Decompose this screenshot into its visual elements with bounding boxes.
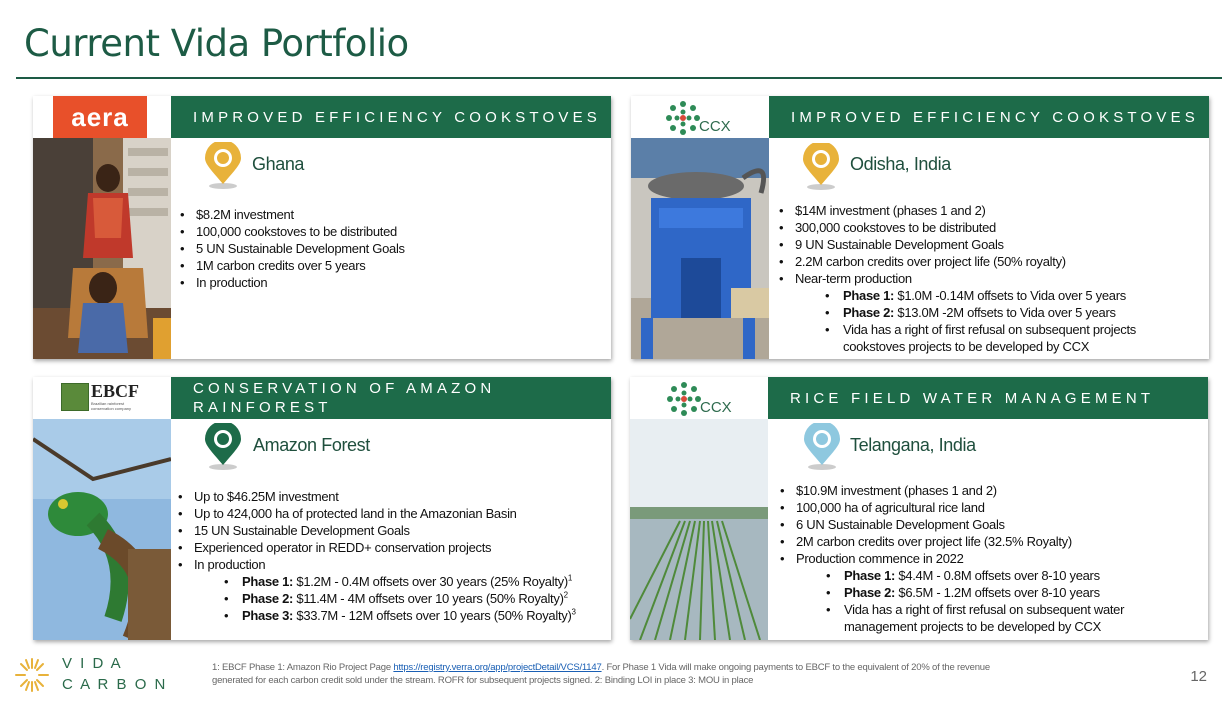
card-band-title: RICE FIELD WATER MANAGEMENT: [768, 377, 1208, 419]
rofr-text: Vida has a right of first refusal on subsequent water: [844, 602, 1125, 617]
location-label: Ghana: [252, 154, 305, 174]
phase-label: Phase 2:: [844, 585, 896, 600]
location-pin-icon: [802, 423, 842, 471]
bullet-item: • 2M carbon credits over project life (32.5% Royalty): [778, 533, 1124, 550]
location-pin-icon: [203, 142, 243, 190]
bullet-item: • 9 UN Sustainable Development Goals: [777, 236, 1136, 253]
location-pin-icon: [203, 423, 243, 471]
phase-text: $33.7M - 12M offsets over 10 years (50% Royalty): [293, 608, 572, 623]
sub-bullet-item: [778, 567, 1124, 584]
bullet-list: [777, 202, 1136, 355]
tree-icon: [61, 383, 89, 411]
cookstove-photo: [631, 138, 769, 359]
brand-line-2: C A R B O N: [62, 676, 168, 693]
bullet-item: • $8.2M investment: [178, 206, 405, 223]
bullet-list: [778, 482, 1124, 635]
bullet-item: • Up to $46.25M investment: [176, 488, 576, 505]
phase-text: $11.4M - 4M offsets over 10 years (50% Royalty): [293, 591, 564, 606]
footnote: [212, 661, 1112, 687]
bullet-list: [178, 206, 405, 291]
footnote-ref: 1: [567, 573, 573, 583]
card-band-title: IMPROVED EFFICIENCY COOKSTOVES: [769, 96, 1209, 138]
ebcf-logo: [33, 377, 171, 419]
footnote-ref: 3: [571, 607, 576, 617]
bullet-list: [176, 488, 576, 624]
ccx-logo-text: CCX: [700, 399, 732, 416]
verra-project-link[interactable]: https://registry.verra.org/app/projectDetail/VCS/1147: [393, 662, 602, 673]
bullet-item: • Production commence in 2022: [778, 550, 1124, 567]
location-label: Odisha, India: [850, 154, 951, 174]
card-aera-ghana: [33, 96, 611, 359]
ccx-logo: [631, 96, 769, 138]
bullet-item: • 6 UN Sustainable Development Goals: [778, 516, 1124, 533]
sub-bullet-item: [777, 304, 1136, 321]
location-label: Telangana, India: [850, 435, 976, 455]
footnote-text: . For Phase 1 Vida will make ongoing payments to EBCF to the equivalent of 20% of the revenue: [601, 662, 990, 673]
sub-bullet-item: [777, 287, 1136, 304]
ccx-flower-icon: [663, 98, 703, 138]
page-number: 12: [1190, 668, 1207, 685]
ccx-logo: [630, 377, 768, 419]
bullet-item: • In production: [178, 274, 405, 291]
card-band-title: [171, 377, 611, 419]
bullet-item: • 100,000 cookstoves to be distributed: [178, 223, 405, 240]
phase-label: Phase 2:: [843, 305, 895, 320]
ccx-logo-text: CCX: [699, 118, 731, 135]
page-title: Current Vida Portfolio: [24, 22, 409, 65]
parrot-photo: [33, 419, 171, 640]
bullet-item: • 300,000 cookstoves to be distributed: [777, 219, 1136, 236]
phase-text: $4.4M - 0.8M offsets over 8-10 years: [895, 568, 1100, 583]
sun-burst-icon: [12, 655, 52, 695]
ebcf-logo-text: EBCF: [91, 381, 140, 401]
location-pin-icon: [801, 143, 841, 191]
phase-label: Phase 3:: [242, 608, 294, 623]
sub-bullet-item: [778, 601, 1124, 618]
phase-text: $1.0M -0.14M offsets to Vida over 5 years: [894, 288, 1126, 303]
phase-label: Phase 1:: [844, 568, 896, 583]
phase-label: Phase 2:: [242, 591, 294, 606]
footnote-ref: 2: [563, 590, 568, 600]
bullet-item: • In production: [176, 556, 576, 573]
sub-bullet-item: [176, 607, 576, 624]
sub-bullet-item: [176, 573, 576, 590]
bullet-item: • Up to 424,000 ha of protected land in the Amazonian Basin: [176, 505, 576, 522]
card-ccx-odisha: [631, 96, 1209, 359]
bullet-item: • 5 UN Sustainable Development Goals: [178, 240, 405, 257]
bullet-item: • 15 UN Sustainable Development Goals: [176, 522, 576, 539]
aera-logo: [33, 96, 171, 138]
footnote-text: 1: EBCF Phase 1: Amazon Rio Project Page: [212, 662, 394, 673]
phase-text: $6.5M - 1.2M offsets over 8-10 years: [895, 585, 1100, 600]
bullet-item: • Near-term production: [777, 270, 1136, 287]
phase-text: $1.2M - 0.4M offsets over 30 years (25% Royalty): [293, 574, 568, 589]
ccx-flower-icon: [664, 379, 704, 419]
sub-bullet-continuation: [778, 618, 1124, 635]
card-ebcf-amazon: [33, 377, 611, 640]
band-line-1: CONSERVATION OF AMAZON: [193, 380, 496, 397]
sub-bullet-continuation: [777, 338, 1136, 355]
rofr-text: Vida has a right of first refusal on subsequent projects: [843, 322, 1136, 337]
card-band-title: IMPROVED EFFICIENCY COOKSTOVES: [171, 96, 611, 138]
footnote-text-line-2: generated for each carbon credit sold under the stream. ROFR for subsequent projects signed. 2: Binding LOI in place 3: MOU in place: [212, 675, 754, 686]
band-line-2: RAINFOREST: [193, 399, 332, 416]
sub-bullet-item: [176, 590, 576, 607]
bullet-item: • Experienced operator in REDD+ conservation projects: [176, 539, 576, 556]
sub-bullet-item: [778, 584, 1124, 601]
phase-label: Phase 1:: [242, 574, 294, 589]
location-label: Amazon Forest: [253, 435, 370, 455]
phase-text: $13.0M -2M offsets to Vida over 5 years: [894, 305, 1116, 320]
bullet-item: • $14M investment (phases 1 and 2): [777, 202, 1136, 219]
bullet-item: • $10.9M investment (phases 1 and 2): [778, 482, 1124, 499]
card-ccx-telangana: [630, 377, 1208, 640]
bullet-item: • 2.2M carbon credits over project life (50% royalty): [777, 253, 1136, 270]
brand-line-1: V I D A: [62, 655, 123, 672]
aera-logo-text: aera: [53, 96, 147, 138]
title-divider: [16, 77, 1222, 79]
bullet-item: • 100,000 ha of agricultural rice land: [778, 499, 1124, 516]
cookstove-woman-photo: [33, 138, 171, 359]
ebcf-logo-subtext: Brazilian rainforest conservation company: [91, 401, 132, 411]
sub-bullet-item: [777, 321, 1136, 338]
rice-field-photo: [630, 419, 768, 640]
phase-label: Phase 1:: [843, 288, 895, 303]
bullet-item: • 1M carbon credits over 5 years: [178, 257, 405, 274]
rofr-text-continued: cookstoves projects to be developed by CCX: [843, 339, 1090, 354]
rofr-text-continued: management projects to be developed by CCX: [844, 619, 1101, 634]
